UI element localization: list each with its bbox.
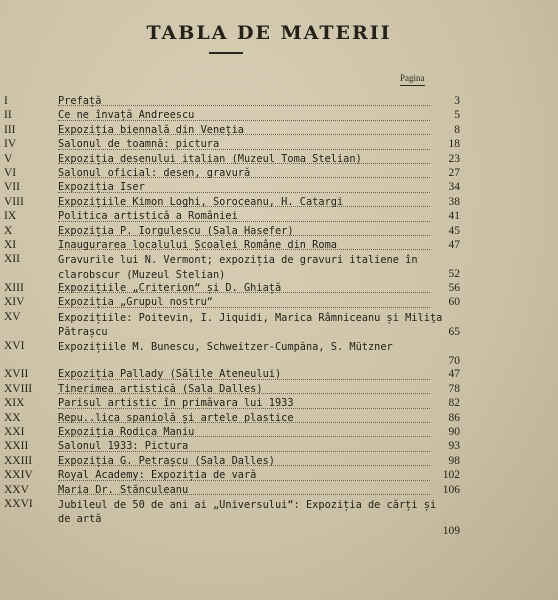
- page-number: 27: [448, 166, 460, 179]
- page-number: 45: [448, 224, 460, 237]
- chapter-number: XVII: [4, 368, 29, 381]
- toc-entry: [0, 281, 558, 295]
- page-number: 56: [448, 282, 460, 295]
- chapter-title: Salonul de toamnă: pictura: [58, 138, 220, 151]
- chapter-number: XVI: [4, 339, 25, 352]
- chapter-title: Salonul 1933: Pictura: [58, 440, 189, 453]
- toc-entry: [0, 195, 558, 209]
- page-number: 82: [448, 397, 460, 410]
- chapter-title: Expozițiile M. Bunescu, Schweitzer-Cumpăna, S. Mützner: [58, 340, 393, 353]
- page-number: 70: [448, 354, 460, 367]
- chapter-number: II: [4, 109, 12, 122]
- chapter-title: Repu..lica spaniolă și artele plastice: [58, 411, 294, 424]
- toc-entry: [0, 339, 558, 368]
- chapter-number: VII: [4, 181, 20, 194]
- toc-entry: [0, 166, 558, 180]
- chapter-number: IX: [4, 210, 17, 223]
- toc-entry: [0, 382, 558, 396]
- chapter-title: Expozițiile: Poitevin, I. Jiquidi, Marica Râmniceanu și Miliţa Pătrașcu: [58, 311, 443, 339]
- chapter-title: Maria Dr. Stănculeanu: [58, 483, 189, 496]
- chapter-number: XI: [4, 238, 17, 251]
- page-number: 98: [448, 454, 460, 467]
- toc-entry: [0, 310, 558, 339]
- chapter-number: XIX: [4, 397, 25, 410]
- chapter-number: I: [4, 95, 8, 107]
- chapter-title: Expoziția desenului italian (Muzeul Toma Stelian): [58, 152, 362, 165]
- chapter-title: Salonul oficial: desen, gravură: [58, 166, 251, 179]
- toc-entry: [0, 497, 558, 537]
- toc-entry: [0, 108, 558, 122]
- chapter-title: Jubileul de 50 de ani ai „Universului“: Expoziția de cărți și de artă: [58, 498, 437, 526]
- chapter-number: XXIV: [4, 469, 33, 482]
- page-number: 78: [448, 382, 460, 395]
- chapter-title: Parisul artistic în primăvara lui 1933: [58, 397, 294, 410]
- chapter-title: Expozițiile Kimon Loghi, Soroceanu, H. Catargi: [58, 195, 344, 208]
- chapter-number: XIV: [4, 296, 25, 309]
- chapter-title: Tinerimea artistică (Sala Dalles): [58, 382, 263, 395]
- page-number: 8: [454, 123, 460, 136]
- chapter-title: Expoziția Iser: [58, 181, 145, 194]
- page-column-header: Pagina: [400, 73, 425, 86]
- page-title: TABLA DE MATERII: [146, 22, 392, 44]
- chapter-title: Ce ne învață Andreescu: [58, 109, 195, 122]
- page-number: 60: [448, 296, 460, 309]
- chapter-number: XX: [4, 411, 21, 424]
- chapter-title: Inaugurarea localului Școalei Române din Roma: [58, 238, 337, 251]
- toc-entry: [0, 252, 558, 281]
- page-number: 86: [448, 411, 460, 424]
- toc-entry: [0, 425, 558, 439]
- chapter-number: XV: [4, 310, 21, 323]
- chapter-title: Prefață: [58, 95, 102, 107]
- page-number: 3: [454, 95, 460, 107]
- chapter-title: Expoziția Rodica Maniu: [58, 426, 195, 439]
- page-number: 5: [454, 109, 460, 122]
- table-of-contents: [0, 94, 558, 537]
- toc-entry: [0, 411, 558, 425]
- page-number: 109: [442, 524, 460, 537]
- chapter-title: Expoziția Pallady (Sălile Ateneului): [58, 368, 282, 381]
- chapter-title: Expozițiile „Criterion“ și D. Ghiață: [58, 282, 282, 295]
- chapter-title: Expoziția „Grupul nostru“: [58, 296, 213, 309]
- chapter-number: XXIII: [4, 454, 33, 467]
- toc-entry: [0, 439, 558, 453]
- page-number: 18: [448, 138, 460, 151]
- toc-entry: [0, 180, 558, 194]
- chapter-title: Expoziția P. Iorgulescu (Sala Hasefer): [58, 224, 294, 237]
- chapter-number: XXVI: [4, 497, 33, 510]
- toc-entry: [0, 152, 558, 166]
- page-number: 47: [448, 368, 460, 381]
- chapter-title: Expoziția G. Petrașcu (Sala Dalles): [58, 454, 275, 467]
- chapter-number: XVIII: [4, 382, 33, 395]
- chapter-title: Gravurile lui N. Vermont; expoziția de gravuri italiene în clarobscur (Muzeul Stelian): [58, 254, 418, 281]
- chapter-title: Politica artistică a României: [58, 210, 238, 223]
- chapter-number: XIII: [4, 282, 24, 295]
- chapter-number: VI: [4, 166, 17, 179]
- page-number: 93: [448, 440, 460, 453]
- chapter-number: III: [4, 123, 16, 136]
- page-number: 47: [448, 238, 460, 251]
- page-number: 52: [448, 268, 460, 281]
- toc-entry: [0, 224, 558, 238]
- page-number: 90: [448, 426, 460, 439]
- page-number: 38: [448, 195, 460, 208]
- toc-entry: [0, 468, 558, 482]
- page-number: 65: [448, 325, 460, 338]
- chapter-number: X: [4, 224, 13, 237]
- page-number: 41: [448, 210, 460, 223]
- chapter-number: XXV: [4, 483, 29, 496]
- title-underline: [209, 52, 243, 54]
- page-number: 106: [442, 483, 460, 496]
- chapter-number: XXI: [4, 426, 25, 439]
- toc-entry: [0, 94, 558, 108]
- toc-entry: [0, 137, 558, 151]
- toc-entry: [0, 367, 558, 381]
- toc-entry: [0, 295, 558, 309]
- toc-entry: [0, 123, 558, 137]
- page-number: 34: [448, 181, 460, 194]
- chapter-title: Expoziția biennală din Veneția: [58, 123, 244, 136]
- chapter-number: VIII: [4, 195, 24, 208]
- chapter-number: IV: [4, 138, 17, 151]
- toc-entry: [0, 209, 558, 223]
- toc-entry: [0, 396, 558, 410]
- chapter-number: XII: [4, 253, 20, 266]
- chapter-number: XXII: [4, 440, 29, 453]
- toc-entry: [0, 483, 558, 497]
- toc-entry: [0, 454, 558, 468]
- chapter-title: Royal Academy: Expoziția de vară: [58, 469, 257, 482]
- toc-entry: [0, 238, 558, 252]
- page-number: 23: [448, 152, 460, 165]
- chapter-number: V: [4, 152, 13, 165]
- page-number: 102: [442, 469, 460, 482]
